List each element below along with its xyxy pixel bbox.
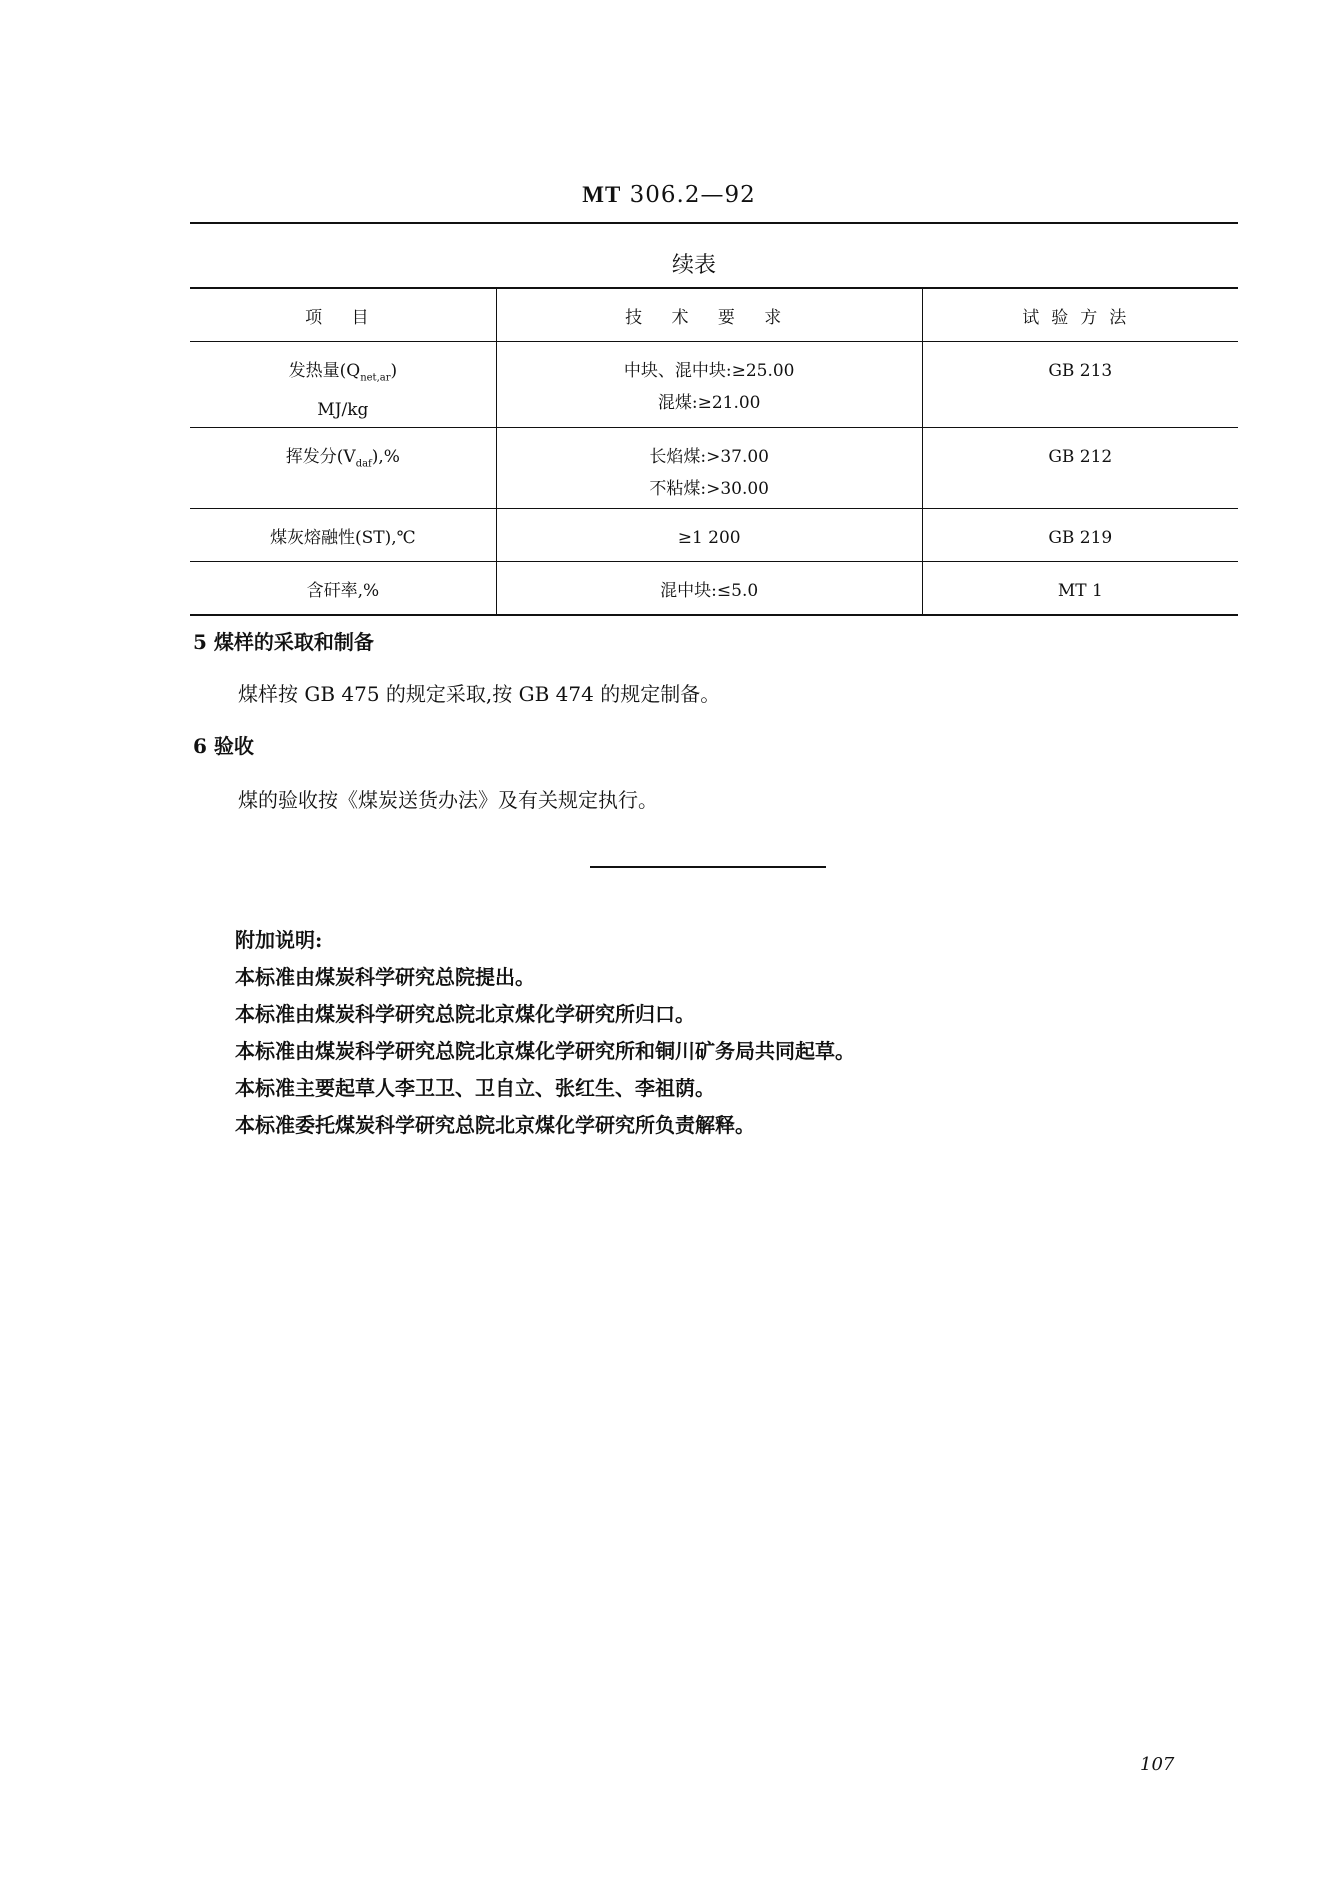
method-cell: MT 1 xyxy=(922,562,1238,616)
note-line: 本标准由煤炭科学研究总院北京煤化学研究所和铜川矿务局共同起草。 xyxy=(235,1039,855,1063)
requirement-cell: 长焰煤:>37.00 不粘煤:>30.00 xyxy=(496,428,922,509)
table-row xyxy=(190,428,1238,509)
note-line: 本标准委托煤炭科学研究总院北京煤化学研究所负责解释。 xyxy=(235,1113,755,1137)
header-method: 试验方法 xyxy=(922,288,1238,342)
section-5-text: 煤样按 GB 475 的规定采取,按 GB 474 的规定制备。 xyxy=(238,682,721,706)
section-5-title: 5 煤样的采取和制备 xyxy=(193,630,374,654)
item-cell: 煤灰熔融性(ST),℃ xyxy=(190,509,496,562)
method-cell: GB 213 xyxy=(922,342,1238,428)
table-row xyxy=(190,562,1238,616)
spec-table xyxy=(190,287,1238,616)
table-row xyxy=(190,509,1238,562)
header-rule xyxy=(190,222,1238,224)
table-row xyxy=(190,342,1238,428)
note-line: 本标准由煤炭科学研究总院北京煤化学研究所归口。 xyxy=(235,1002,695,1026)
standard-code: MT xyxy=(582,182,622,207)
requirement-cell: 中块、混中块:≥25.00 混煤:≥21.00 xyxy=(496,342,922,428)
item-cell: 发热量$(Q_{net,ar})$ MJ/kg xyxy=(190,342,496,428)
method-cell: GB 212 xyxy=(922,428,1238,509)
header-item: 项 目 xyxy=(190,288,496,342)
additional-notes xyxy=(235,922,855,1144)
page-number: 107 xyxy=(1140,1754,1175,1775)
notes-title: 附加说明: xyxy=(235,928,323,952)
item-cell: 挥发分$(V_{daf}),\%$ xyxy=(190,428,496,509)
note-line: 本标准主要起草人李卫卫、卫自立、张红生、李祖荫。 xyxy=(235,1076,715,1100)
item-cell: 含矸率,% xyxy=(190,562,496,616)
header-requirement: 技 术 要 求 xyxy=(496,288,922,342)
section-6-title: 6 验收 xyxy=(193,734,254,758)
section-divider xyxy=(590,866,826,868)
method-cell: GB 219 xyxy=(922,509,1238,562)
document-header xyxy=(0,182,1338,208)
table-caption: 续表 xyxy=(671,253,716,278)
section-6-text: 煤的验收按《煤炭送货办法》及有关规定执行。 xyxy=(238,788,658,812)
requirement-cell: 混中块:≤5.0 xyxy=(496,562,922,616)
requirement-cell: ≥1 200 xyxy=(496,509,922,562)
table-header-row xyxy=(190,288,1238,342)
standard-number: 306.2—92 xyxy=(629,182,756,208)
note-line: 本标准由煤炭科学研究总院提出。 xyxy=(235,965,535,989)
